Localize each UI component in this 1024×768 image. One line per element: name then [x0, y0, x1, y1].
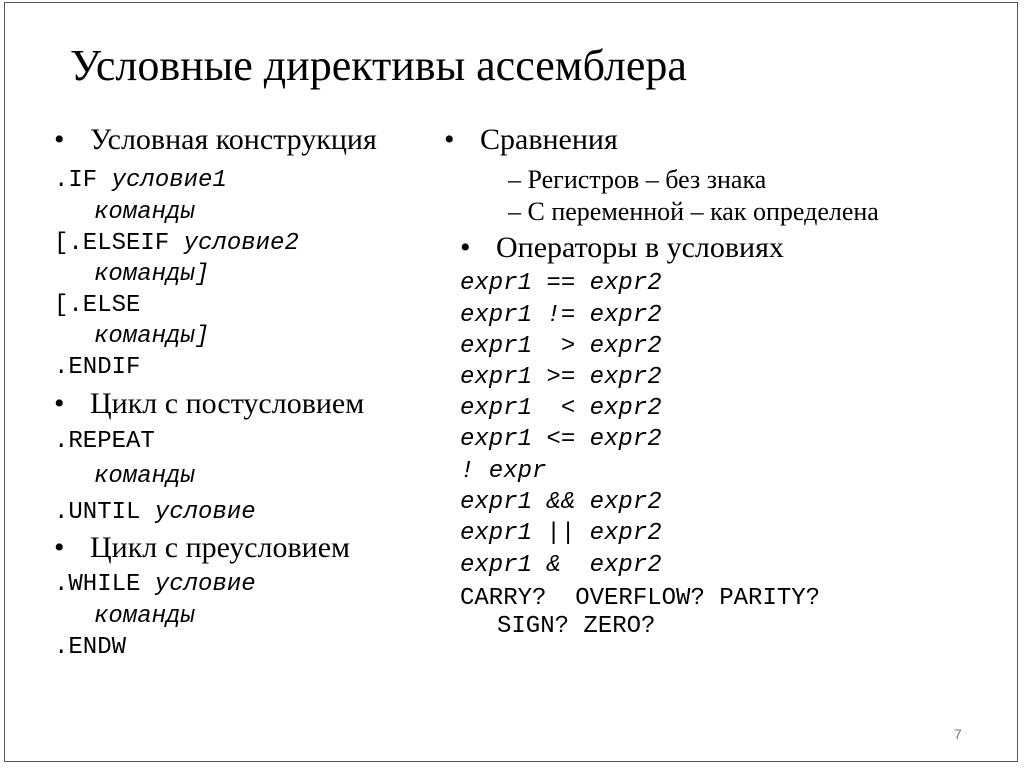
keyword: [.ELSEIF — [54, 230, 184, 257]
bullet-dot: • — [460, 231, 471, 264]
bullet-operators — [460, 231, 784, 265]
flags-line-2: SIGN? ZERO? — [497, 613, 656, 640]
bullet-label: Условная конструкция — [90, 123, 377, 156]
bullet-postcondition-loop — [54, 387, 364, 421]
condition: условие — [154, 499, 256, 526]
code-repeat-commands: команды — [94, 463, 195, 490]
operator-bitand: expr1 & expr2 — [460, 552, 662, 579]
bullet-label: Цикл с преусловием — [90, 531, 351, 564]
condition: условие2 — [183, 230, 299, 257]
bullet-precondition-loop — [54, 531, 350, 565]
sub-variable: – С переменной – как определена — [508, 197, 879, 226]
operator-le: expr1 <= expr2 — [460, 426, 662, 453]
slide-title: Условные директивы ассемблера — [70, 41, 687, 90]
bullet-comparisons — [444, 123, 618, 157]
flags-line-1: CARRY? OVERFLOW? PARITY? — [460, 585, 821, 612]
operator-ne: expr1 != expr2 — [460, 302, 662, 329]
operator-gt: expr1 > expr2 — [460, 333, 662, 360]
operator-and: expr1 && expr2 — [460, 489, 662, 516]
code-endif-line: .ENDIF — [54, 354, 141, 381]
bullet-dot: • — [444, 123, 455, 156]
operator-eq: expr1 == expr2 — [460, 270, 662, 297]
keyword: .WHILE — [54, 571, 155, 598]
bullet-dot: • — [54, 531, 65, 564]
code-if-line — [54, 167, 227, 195]
page-number: 7 — [954, 726, 962, 742]
operator-not: ! expr — [460, 458, 547, 485]
code-while-line — [54, 571, 256, 599]
code-else-commands: команды] — [94, 323, 210, 350]
code-endw-line: .ENDW — [54, 634, 127, 661]
code-while-commands: команды — [94, 603, 195, 630]
bullet-dot: • — [54, 387, 65, 420]
bullet-label: Операторы в условиях — [496, 231, 784, 264]
code-elseif-commands: команды] — [94, 261, 210, 288]
condition: условие — [154, 571, 256, 598]
code-until-line — [54, 499, 256, 527]
keyword: .UNTIL — [54, 499, 155, 526]
code-repeat-line: .REPEAT — [54, 428, 155, 455]
bullet-label: Цикл с постусловием — [90, 387, 365, 420]
sub-registers: – Регистров – без знака — [508, 165, 767, 194]
condition: условие1 — [111, 167, 227, 194]
bullet-dot: • — [54, 123, 65, 156]
bullet-conditional-construct — [54, 123, 377, 157]
code-if-commands: команды — [94, 199, 195, 226]
code-else-line: [.ELSE — [54, 292, 141, 319]
keyword: .IF — [54, 167, 112, 194]
operator-or: expr1 || expr2 — [460, 520, 662, 547]
code-elseif-line — [54, 230, 299, 258]
operator-ge: expr1 >= expr2 — [460, 364, 662, 391]
operator-lt: expr1 < expr2 — [460, 395, 662, 422]
bullet-label: Сравнения — [480, 123, 618, 156]
